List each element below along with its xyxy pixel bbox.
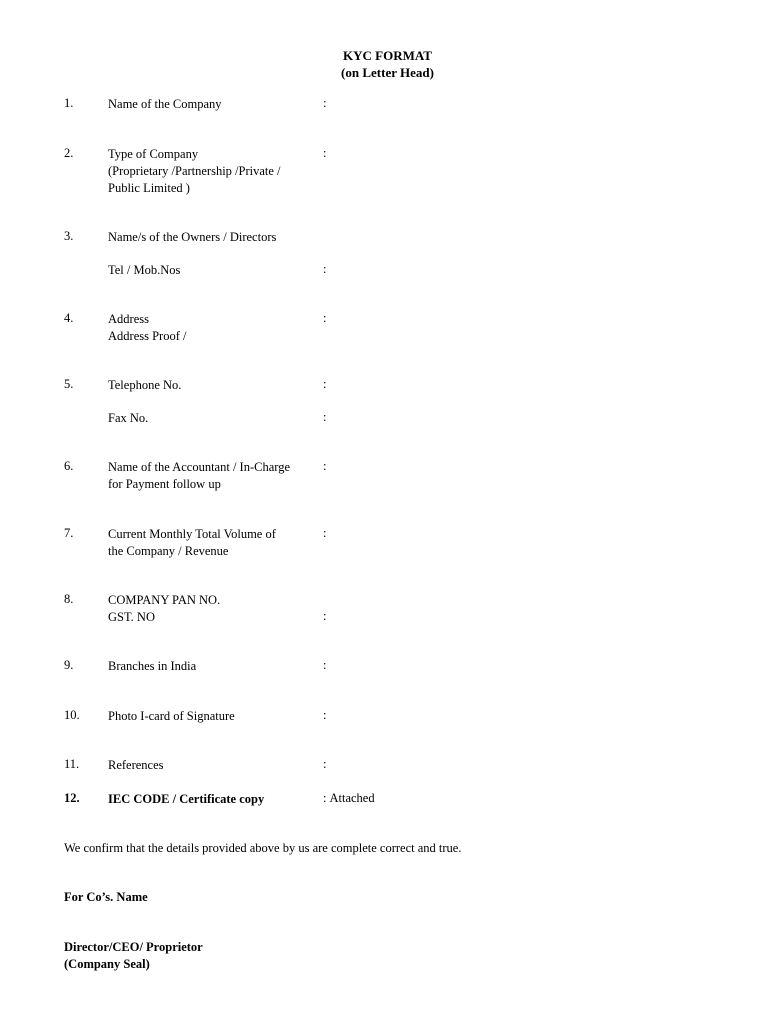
label-line: Address Proof / <box>108 329 187 343</box>
item-label <box>108 459 318 493</box>
label-line: COMPANY PAN NO. <box>108 593 221 607</box>
item-number: 5. <box>64 377 74 391</box>
item-colon: : <box>323 609 327 623</box>
label-line: for Payment follow up <box>108 477 221 491</box>
label-line: IEC CODE / Certificate copy <box>108 792 265 806</box>
item-colon: : <box>323 410 327 424</box>
label-line: GST. NO <box>108 610 155 624</box>
item-label <box>108 708 318 725</box>
item-colon: : <box>323 708 327 722</box>
label-line: References <box>108 758 164 772</box>
item-number: 10. <box>64 708 80 722</box>
item-label <box>108 311 318 345</box>
label-line: Name/s of the Owners / Directors <box>108 230 277 244</box>
label-line: Fax No. <box>108 411 149 425</box>
item-label <box>108 262 318 279</box>
item-label <box>108 146 318 197</box>
item-number: 4. <box>64 311 74 325</box>
item-colon: : <box>323 757 327 771</box>
label-line: Name of the Accountant / In-Charge <box>108 460 291 474</box>
item-number: 1. <box>64 96 74 110</box>
item-colon: : <box>323 96 327 110</box>
subtitle-text: (on Letter Head) <box>341 65 434 80</box>
label-line: (Proprietary /Partnership /Private / <box>108 164 281 178</box>
label-line: Type of Company <box>108 147 199 161</box>
signoff-block <box>64 939 203 973</box>
document-title <box>0 47 768 81</box>
item-colon: : <box>323 658 327 672</box>
item-label <box>108 791 318 808</box>
item-colon: : <box>323 311 327 325</box>
label-line: Current Monthly Total Volume of <box>108 527 276 541</box>
item-label <box>108 526 318 560</box>
label-line: Tel / Mob.Nos <box>108 263 181 277</box>
item-colon <box>323 791 375 806</box>
item-value-attached: Attached <box>329 791 375 805</box>
label-line: Address <box>108 312 149 326</box>
label-line: the Company / Revenue <box>108 544 229 558</box>
item-colon: : <box>323 146 327 160</box>
item-number: 8. <box>64 592 74 606</box>
item-number: 7. <box>64 526 74 540</box>
item-label <box>108 757 318 774</box>
signoff-seal: (Company Seal) <box>64 957 150 971</box>
item-colon: : <box>323 262 327 276</box>
item-colon: : <box>323 526 327 540</box>
item-number: 2. <box>64 146 74 160</box>
label-line: Name of the Company <box>108 97 222 111</box>
item-number: 9. <box>64 658 74 672</box>
confirmation-statement: We confirm that the details provided above by us are complete correct and true. <box>64 841 462 855</box>
label-line: Telephone No. <box>108 378 182 392</box>
item-label <box>108 229 318 246</box>
item-number: 11. <box>64 757 80 771</box>
signoff-designation: Director/CEO/ Proprietor <box>64 940 203 954</box>
item-colon: : <box>323 459 327 473</box>
item-number: 6. <box>64 459 74 473</box>
item-label <box>108 410 318 427</box>
title-text: KYC FORMAT <box>343 48 432 63</box>
label-line: Photo I-card of Signature <box>108 709 235 723</box>
label-line: Branches in India <box>108 659 197 673</box>
item-number: 12. <box>64 791 80 805</box>
item-number: 3. <box>64 229 74 243</box>
item-colon: : <box>323 377 327 391</box>
item-label <box>108 592 318 626</box>
item-label <box>108 658 318 675</box>
signoff-company-name: For Co’s. Name <box>64 890 148 904</box>
item-label <box>108 377 318 394</box>
colon-mark: : <box>323 791 327 805</box>
item-label <box>108 96 318 113</box>
label-line: Public Limited ) <box>108 181 190 195</box>
